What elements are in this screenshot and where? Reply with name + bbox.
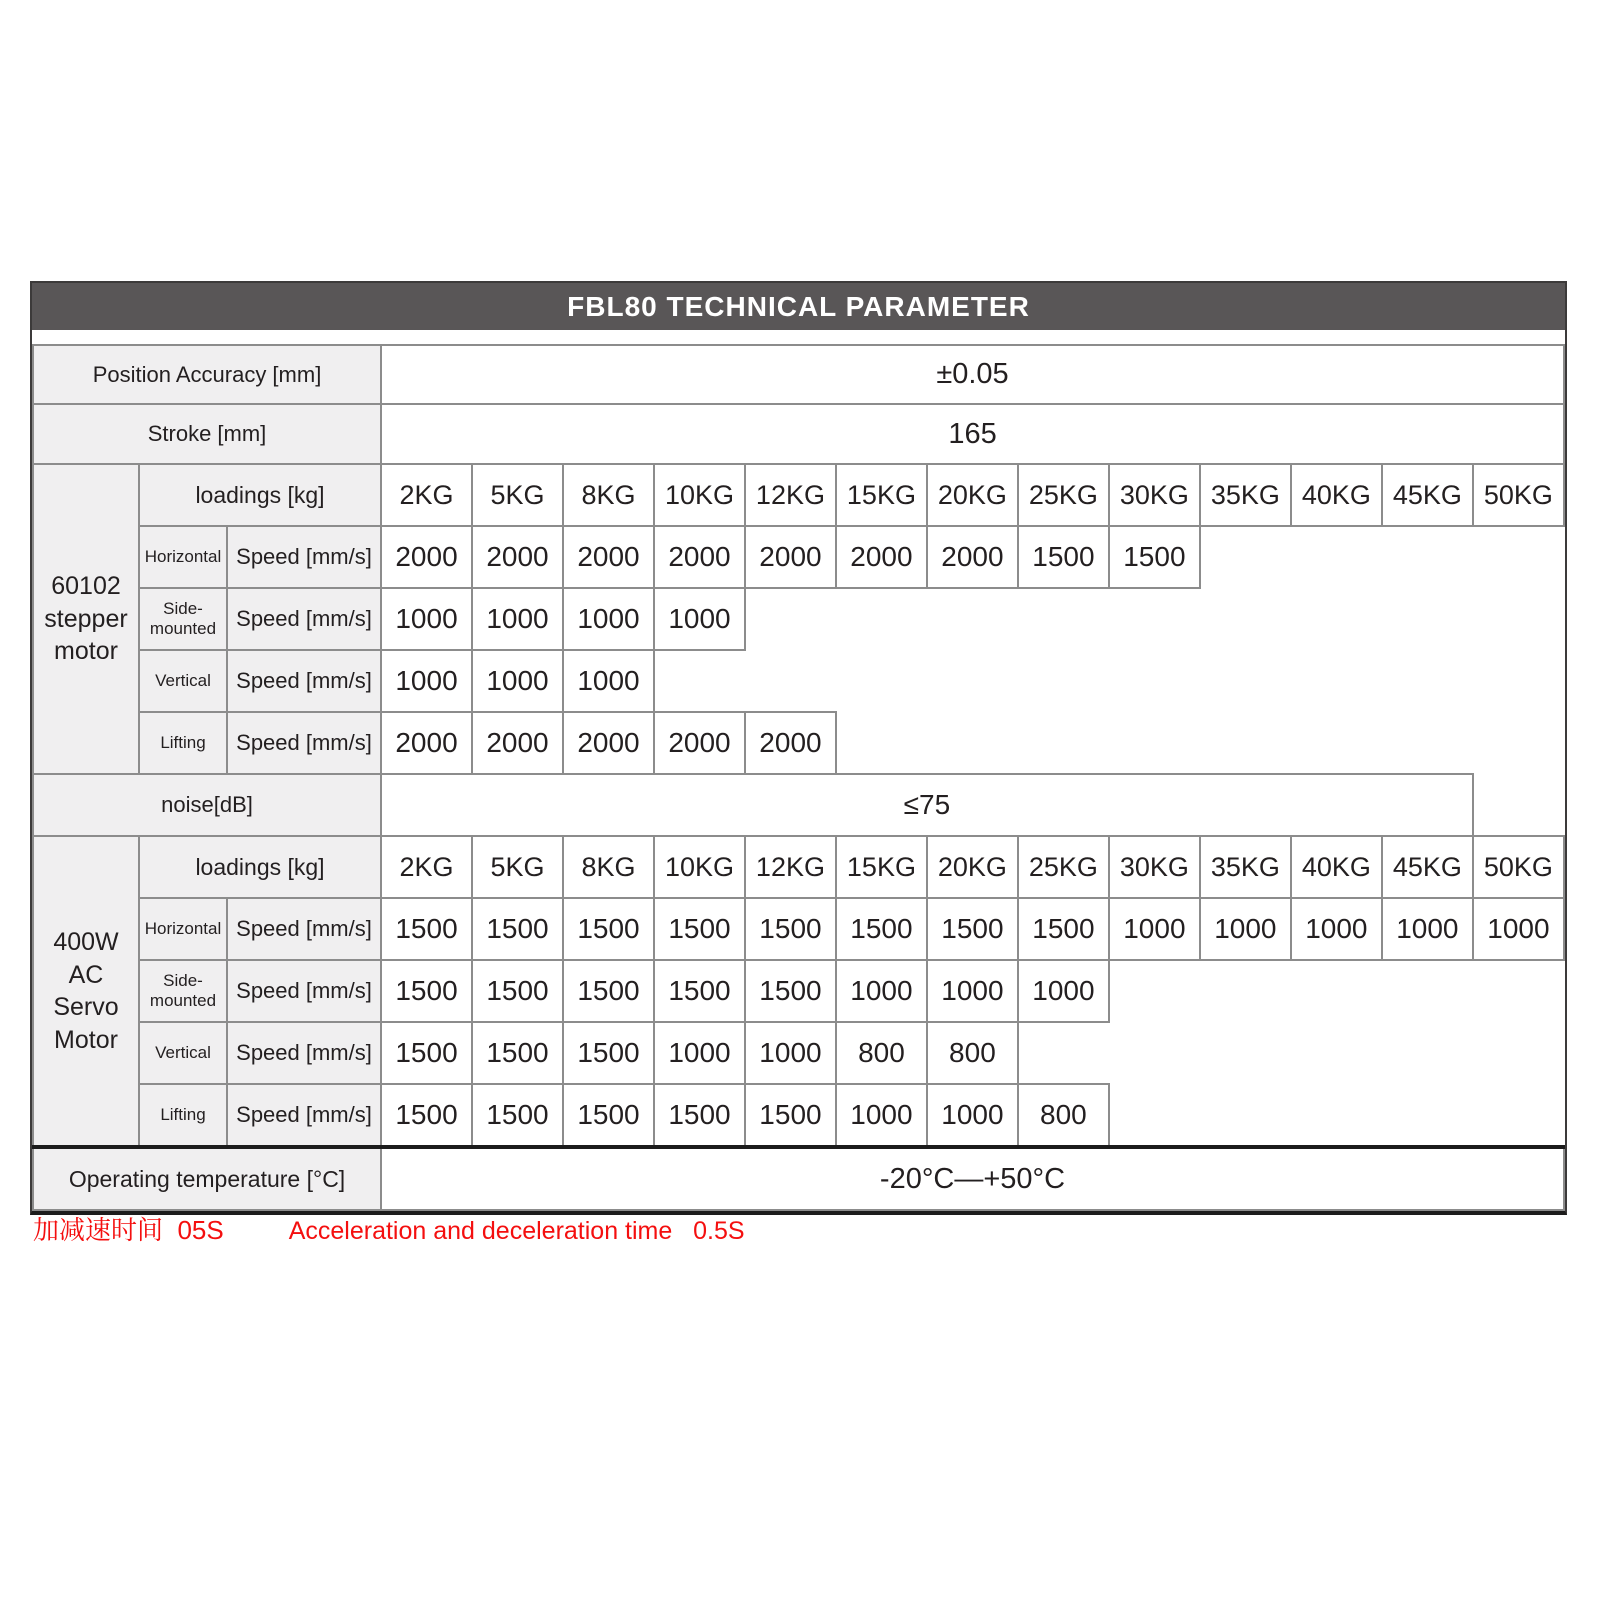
- load-header-cell: 10KG: [654, 836, 745, 898]
- load-header-cell: 2KG: [381, 836, 472, 898]
- speed-value-cell: 1000: [1200, 898, 1291, 960]
- load-header-cell: 50KG: [1473, 836, 1564, 898]
- speed-value-cell: 2000: [654, 526, 745, 588]
- empty-region: [745, 588, 1564, 650]
- empty-region: [836, 712, 1564, 774]
- noise-empty-cell: [1473, 774, 1564, 836]
- orientation-label: Lifting: [139, 1084, 227, 1147]
- load-header-cell: 20KG: [927, 836, 1018, 898]
- speed-value-cell: 1000: [381, 588, 472, 650]
- speed-value-cell: 1000: [472, 588, 563, 650]
- speed-value-cell: 2000: [745, 712, 836, 774]
- speed-value-cell: 1000: [563, 650, 654, 712]
- speed-unit-label: Speed [mm/s]: [227, 1084, 381, 1147]
- motor-name-label: 60102 stepper motor: [33, 464, 139, 774]
- speed-value-cell: 1500: [836, 898, 927, 960]
- speed-value-cell: 1500: [381, 960, 472, 1022]
- speed-value-cell: 2000: [745, 526, 836, 588]
- speed-value-cell: 2000: [563, 712, 654, 774]
- speed-value-cell: 1500: [654, 898, 745, 960]
- speed-value-cell: 1000: [836, 960, 927, 1022]
- speed-value-cell: 2000: [563, 526, 654, 588]
- stroke-label: Stroke [mm]: [33, 404, 381, 464]
- speed-unit-label: Speed [mm/s]: [227, 712, 381, 774]
- speed-value-cell: 800: [836, 1022, 927, 1084]
- row-section-0-side-mounted: [33, 588, 1564, 650]
- load-header-cell: 5KG: [472, 464, 563, 526]
- empty-region: [1109, 960, 1564, 1022]
- operating-temperature-value: -20°C—+50°C: [381, 1147, 1564, 1210]
- load-header-cell: 45KG: [1382, 464, 1473, 526]
- speed-value-cell: 1000: [1473, 898, 1564, 960]
- row-section-0-vertical: [33, 650, 1564, 712]
- speed-value-cell: 2000: [472, 526, 563, 588]
- row-operating-temperature: [33, 1147, 1564, 1210]
- speed-value-cell: 1500: [563, 960, 654, 1022]
- load-header-cell: 15KG: [836, 464, 927, 526]
- speed-value-cell: 1000: [1109, 898, 1200, 960]
- speed-value-cell: 1000: [1018, 960, 1109, 1022]
- row-section-0-horizontal: [33, 526, 1564, 588]
- load-header-cell: 40KG: [1291, 836, 1382, 898]
- load-header-cell: 45KG: [1382, 836, 1473, 898]
- speed-value-cell: 1500: [1109, 526, 1200, 588]
- row-section-1-vertical: [33, 1022, 1564, 1084]
- speed-unit-label: Speed [mm/s]: [227, 588, 381, 650]
- load-header-cell: 50KG: [1473, 464, 1564, 526]
- speed-value-cell: 1500: [745, 1084, 836, 1147]
- empty-region: [1018, 1022, 1564, 1084]
- empty-region: [1200, 526, 1564, 588]
- speed-value-cell: 1500: [381, 1022, 472, 1084]
- speed-value-cell: 1500: [563, 1084, 654, 1147]
- speed-value-cell: 1500: [745, 960, 836, 1022]
- load-header-cell: 40KG: [1291, 464, 1382, 526]
- speed-unit-label: Speed [mm/s]: [227, 650, 381, 712]
- speed-value-cell: 1000: [381, 650, 472, 712]
- speed-value-cell: 1000: [563, 588, 654, 650]
- position-accuracy-label: Position Accuracy [mm]: [33, 345, 381, 404]
- table-title: FBL80 TECHNICAL PARAMETER: [32, 283, 1565, 330]
- speed-value-cell: 1000: [1382, 898, 1473, 960]
- speed-value-cell: 1000: [927, 960, 1018, 1022]
- title-gap: [32, 330, 1565, 344]
- row-position-accuracy: [33, 345, 1564, 404]
- operating-temperature-label: Operating temperature [°C]: [33, 1147, 381, 1210]
- noise-value: ≤75: [381, 774, 1473, 836]
- load-header-cell: 2KG: [381, 464, 472, 526]
- row-section-0-loadings: [33, 464, 1564, 526]
- row-section-1-lifting: [33, 1084, 1564, 1147]
- speed-unit-label: Speed [mm/s]: [227, 898, 381, 960]
- orientation-label: Side-mounted: [139, 960, 227, 1022]
- speed-value-cell: 1500: [654, 1084, 745, 1147]
- speed-value-cell: 1500: [472, 898, 563, 960]
- load-header-cell: 35KG: [1200, 464, 1291, 526]
- load-header-cell: 25KG: [1018, 836, 1109, 898]
- load-header-cell: 30KG: [1109, 464, 1200, 526]
- row-section-1-loadings: [33, 836, 1564, 898]
- speed-value-cell: 1000: [927, 1084, 1018, 1147]
- orientation-label: Side-mounted: [139, 588, 227, 650]
- loadings-label: loadings [kg]: [139, 836, 381, 898]
- load-header-cell: 12KG: [745, 464, 836, 526]
- speed-unit-label: Speed [mm/s]: [227, 526, 381, 588]
- speed-value-cell: 800: [1018, 1084, 1109, 1147]
- row-stroke: [33, 404, 1564, 464]
- speed-value-cell: 1500: [563, 898, 654, 960]
- speed-value-cell: 1500: [563, 1022, 654, 1084]
- speed-value-cell: 1500: [472, 1022, 563, 1084]
- speed-value-cell: 2000: [381, 526, 472, 588]
- row-section-0-lifting: [33, 712, 1564, 774]
- speed-value-cell: 1500: [1018, 898, 1109, 960]
- speed-value-cell: 2000: [654, 712, 745, 774]
- parameter-grid: [32, 344, 1565, 1211]
- speed-value-cell: 1000: [654, 1022, 745, 1084]
- speed-value-cell: 1500: [654, 960, 745, 1022]
- stroke-value: 165: [381, 404, 1564, 464]
- noise-label: noise[dB]: [33, 774, 381, 836]
- speed-value-cell: 1000: [836, 1084, 927, 1147]
- row-section-1-horizontal: [33, 898, 1564, 960]
- orientation-label: Vertical: [139, 650, 227, 712]
- speed-value-cell: 2000: [381, 712, 472, 774]
- speed-value-cell: 2000: [927, 526, 1018, 588]
- load-header-cell: 12KG: [745, 836, 836, 898]
- loadings-label: loadings [kg]: [139, 464, 381, 526]
- speed-value-cell: 1500: [927, 898, 1018, 960]
- row-section-1-side-mounted: [33, 960, 1564, 1022]
- load-header-cell: 35KG: [1200, 836, 1291, 898]
- empty-region: [654, 650, 1564, 712]
- load-header-cell: 8KG: [563, 836, 654, 898]
- speed-value-cell: 1500: [381, 1084, 472, 1147]
- speed-value-cell: 2000: [836, 526, 927, 588]
- speed-value-cell: 1500: [745, 898, 836, 960]
- speed-value-cell: 1000: [654, 588, 745, 650]
- acceleration-note-cn: 加减速时间 05S: [33, 1215, 224, 1245]
- load-header-cell: 10KG: [654, 464, 745, 526]
- speed-value-cell: 1000: [745, 1022, 836, 1084]
- speed-value-cell: 1500: [472, 960, 563, 1022]
- acceleration-note: [33, 1210, 745, 1247]
- speed-value-cell: 1500: [1018, 526, 1109, 588]
- load-header-cell: 15KG: [836, 836, 927, 898]
- motor-name-label: 400W AC Servo Motor: [33, 836, 139, 1147]
- speed-unit-label: Speed [mm/s]: [227, 1022, 381, 1084]
- orientation-label: Lifting: [139, 712, 227, 774]
- speed-value-cell: 800: [927, 1022, 1018, 1084]
- load-header-cell: 20KG: [927, 464, 1018, 526]
- speed-value-cell: 1000: [1291, 898, 1382, 960]
- speed-value-cell: 1500: [381, 898, 472, 960]
- load-header-cell: 30KG: [1109, 836, 1200, 898]
- technical-parameter-table: [30, 281, 1567, 1215]
- load-header-cell: 5KG: [472, 836, 563, 898]
- orientation-label: Horizontal: [139, 526, 227, 588]
- speed-value-cell: 1500: [472, 1084, 563, 1147]
- acceleration-note-en: Acceleration and deceleration time 0.5S: [288, 1217, 745, 1245]
- speed-value-cell: 1000: [472, 650, 563, 712]
- row-noise: [33, 774, 1564, 836]
- load-header-cell: 25KG: [1018, 464, 1109, 526]
- empty-region: [1109, 1084, 1564, 1147]
- orientation-label: Horizontal: [139, 898, 227, 960]
- speed-value-cell: 2000: [472, 712, 563, 774]
- position-accuracy-value: ±0.05: [381, 345, 1564, 404]
- orientation-label: Vertical: [139, 1022, 227, 1084]
- speed-unit-label: Speed [mm/s]: [227, 960, 381, 1022]
- load-header-cell: 8KG: [563, 464, 654, 526]
